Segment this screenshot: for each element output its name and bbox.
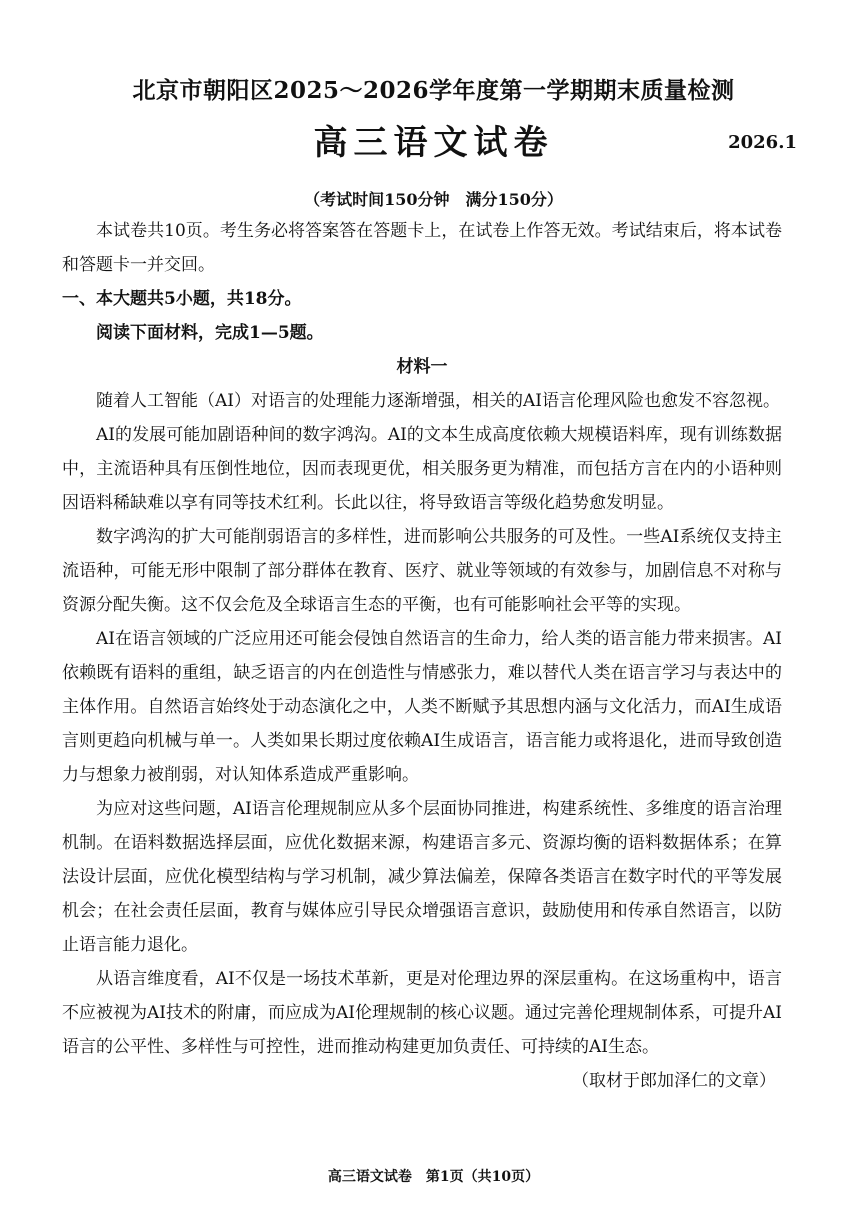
material-source: （取材于郎加泽仁的文章） — [572, 1071, 776, 1091]
material-paragraph: 数字鸿沟的扩大可能削弱语言的多样性，进而影响公共服务的可及性。一些AI系统仅支持主流语种，可能无形中限制了部分群体在教育、医疗、就业等领域的有效参与，加剧信息不对称与资源分配失衡。这不仅会危及全球语言生态的平衡，也有可能影响社会平等的实现。 — [62, 527, 782, 615]
section-heading: 一、本大题共5小题，共18分。 — [62, 289, 302, 309]
material-paragraph: 随着人工智能（AI）对语言的处理能力逐渐增强，相关的AI语言伦理风险也愈发不容忽视。 — [96, 391, 780, 411]
exam-content — [62, 214, 782, 1098]
material-paragraph: AI在语言领域的广泛应用还可能会侵蚀自然语言的生命力，给人类的语言能力带来损害。AI依赖既有语料的重组，缺乏语言的内在创造性与情感张力，难以替代人类在语言学习与表达中的主体作用。自然语言始终处于动态演化之中，人类不断赋予其思想内涵与文化活力，而AI生成语言则更趋向机械与单一。人类如果长期过度依赖AI生成语言，语言能力或将退化，进而导致创造力与想象力被削弱，对认知体系造成严重影响。 — [62, 629, 782, 785]
exam-duration: （考试时间150分钟 满分150分） — [304, 190, 563, 209]
title-row — [0, 118, 867, 168]
exam-name: 北京市朝阳区2025～2026学年度第一学期期末质量检测 — [132, 77, 735, 104]
page-title: 高三语文试卷 — [313, 123, 554, 163]
page-footer: 高三语文试卷 第1页（共10页） — [327, 1169, 540, 1185]
material-paragraph: 为应对这些问题，AI语言伦理规制应从多个层面协同推进，构建系统性、多维度的语言治理机制。在语料数据选择层面，应优化数据来源，构建语言多元、资源均衡的语料数据体系；在算法设计层面，应优化模型结构与学习机制，减少算法偏差，保障各类语言在数字时代的平等发展机会；在社会责任层面，教育与媒体应引导民众增强语言意识，鼓励使用和传承自然语言，以防止语言能力退化。 — [62, 799, 782, 955]
material-paragraph: 从语言维度看，AI不仅是一场技术革新，更是对伦理边界的深层重构。在这场重构中，语言不应被视为AI技术的附庸，而应成为AI伦理规制的核心议题。通过完善伦理规制体系，可提升AI语言的公平性、多样性与可控性，进而推动构建更加负责任、可持续的AI生态。 — [62, 969, 782, 1057]
exam-date: 2026.1 — [728, 132, 797, 153]
instructions: 本试卷共10页。考生务必将答案答在答题卡上，在试卷上作答无效。考试结束后，将本试卷和答题卡一并交回。 — [62, 221, 782, 275]
section-prompt: 阅读下面材料，完成1—5题。 — [96, 323, 324, 343]
material-paragraph: AI的发展可能加剧语种间的数字鸿沟。AI的文本生成高度依赖大规模语料库，现有训练数据中，主流语种具有压倒性地位，因而表现更优，相关服务更为精准，而包括方言在内的小语种则因语料稀缺难以享有同等技术红利。长此以往，将导致语言等级化趋势愈发明显。 — [62, 425, 782, 513]
material-title: 材料一 — [396, 357, 448, 377]
